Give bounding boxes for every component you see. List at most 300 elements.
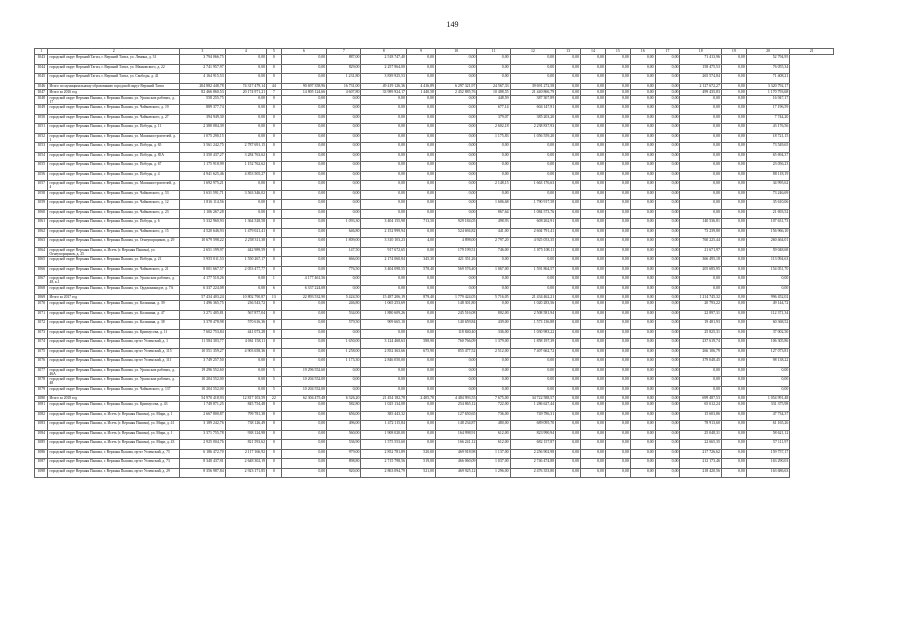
value-cell: 0,00 bbox=[556, 301, 581, 311]
value-cell: 0,00 bbox=[581, 396, 606, 402]
value-cell: 0,00 bbox=[655, 181, 680, 191]
value-cell: 25 048,31 bbox=[680, 430, 721, 440]
row-number: 1047 bbox=[35, 89, 48, 95]
table-row bbox=[35, 459, 834, 469]
value-cell: 0,00 bbox=[581, 386, 606, 396]
value-cell: 3 563 346,02 bbox=[225, 190, 266, 200]
value-cell: 0,00 bbox=[605, 257, 630, 267]
address-cell: городской округ Верхняя Пышма, г. Верхняя Пышма, ул. Чайковского, д. 21 bbox=[48, 266, 180, 276]
value-cell: 5 bbox=[267, 377, 282, 387]
table-row bbox=[35, 348, 834, 358]
value-cell: 0,00 bbox=[281, 133, 327, 143]
value-cell: 0,00 bbox=[556, 459, 581, 469]
value-cell: 0,00 bbox=[655, 152, 680, 162]
value-cell: 0 bbox=[267, 74, 282, 84]
value-cell: 0,00 bbox=[556, 320, 581, 330]
value-cell: 0,00 bbox=[581, 266, 606, 276]
value-cell: 148 234,87 bbox=[436, 421, 477, 431]
value-cell: 1 bbox=[267, 276, 282, 286]
value-cell: 0,00 bbox=[680, 285, 721, 295]
value-cell: 0,00 bbox=[655, 162, 680, 172]
value-cell: 2 238 837,93 bbox=[510, 124, 556, 134]
value-cell: 0,00 bbox=[655, 238, 680, 248]
value-cell: 0,00 bbox=[605, 339, 630, 349]
value-cell: 0,00 bbox=[361, 95, 407, 105]
value-cell: 0,00 bbox=[630, 396, 655, 402]
value-cell: 0,00 bbox=[721, 468, 746, 478]
value-cell: 569 576,40 bbox=[436, 266, 477, 276]
value-cell: 0,00 bbox=[510, 190, 556, 200]
value-cell: 0,00 bbox=[721, 190, 746, 200]
value-cell: 49 144,72 bbox=[746, 301, 790, 311]
value-cell: 4 164 915,53 bbox=[180, 74, 226, 84]
address-cell: городской округ Верхняя Пышма, г. Верхняя Пышма, ул. Победы, д. 21 bbox=[48, 257, 180, 267]
value-cell: 0,00 bbox=[556, 310, 581, 320]
address-cell: городской округ Верхний Тагил, г. Верхний Тагил, ул. Свободы, д. 41 bbox=[48, 74, 180, 84]
value-cell: 656,00 bbox=[327, 411, 361, 421]
value-cell: 0,00 bbox=[361, 143, 407, 153]
value-cell: 0,00 bbox=[746, 276, 790, 286]
value-cell: 0,00 bbox=[581, 228, 606, 238]
address-cell: городской округ Верхний Тагил, г. Верхний Тагил, ул. Ленина, д. 31 bbox=[48, 55, 180, 65]
table-row bbox=[35, 386, 834, 396]
value-cell: 0,00 bbox=[406, 329, 435, 339]
value-cell: 0,00 bbox=[281, 257, 327, 267]
value-cell: 0,00 bbox=[436, 200, 477, 210]
value-cell: 4 607,80 bbox=[327, 89, 361, 95]
value-cell: 1 440,58 bbox=[406, 89, 435, 95]
value-cell: 0,00 bbox=[556, 247, 581, 257]
value-cell: 2 256 902,98 bbox=[510, 449, 556, 459]
value-cell: 0 bbox=[267, 430, 282, 440]
value-cell: 0,00 bbox=[721, 95, 746, 105]
value-cell: 0,00 bbox=[655, 247, 680, 257]
value-cell: 1 175 918,99 bbox=[180, 162, 226, 172]
row-number: 1079 bbox=[35, 386, 48, 396]
value-cell: 57 111,97 bbox=[746, 440, 790, 450]
value-cell: 0,00 bbox=[630, 459, 655, 469]
value-cell: 0,00 bbox=[406, 190, 435, 200]
value-cell: 0,00 bbox=[630, 89, 655, 95]
value-cell: 0,00 bbox=[510, 143, 556, 153]
value-cell: 147,50 bbox=[327, 247, 361, 257]
table-row bbox=[35, 257, 834, 267]
value-cell: 441,00 bbox=[477, 228, 510, 238]
value-cell: 16 947,17 bbox=[746, 95, 790, 105]
table-row bbox=[35, 339, 834, 349]
value-cell: 0,00 bbox=[281, 209, 327, 219]
value-cell: 2 452 885,76 bbox=[436, 89, 477, 95]
value-cell: 0 bbox=[267, 348, 282, 358]
row-number: 1066 bbox=[35, 266, 48, 276]
value-cell: 6 186 472,70 bbox=[180, 449, 226, 459]
value-cell: 0,00 bbox=[281, 358, 327, 368]
value-cell: 0,00 bbox=[327, 95, 361, 105]
value-cell: 0,00 bbox=[746, 367, 790, 377]
value-cell: 0,00 bbox=[581, 430, 606, 440]
value-cell: 2 257 964,00 bbox=[361, 64, 407, 74]
value-cell: 0,00 bbox=[605, 74, 630, 84]
value-cell: 0,00 bbox=[605, 105, 630, 115]
value-cell: 2 667 800,87 bbox=[180, 411, 226, 421]
row-number: 1058 bbox=[35, 190, 48, 200]
value-cell: 0,00 bbox=[225, 55, 266, 65]
value-cell: 0,00 bbox=[281, 181, 327, 191]
value-cell: 0,00 bbox=[630, 133, 655, 143]
value-cell: 0,00 bbox=[556, 219, 581, 229]
value-cell: 0,00 bbox=[721, 181, 746, 191]
value-cell: 996 452,02 bbox=[746, 295, 790, 301]
value-cell: 1 550 267,17 bbox=[225, 257, 266, 267]
value-cell: 0,00 bbox=[556, 152, 581, 162]
value-cell: 0,00 bbox=[655, 83, 680, 89]
value-cell: 979,00 bbox=[327, 449, 361, 459]
value-cell: 0,00 bbox=[630, 295, 655, 301]
value-cell: 2 651 199,97 bbox=[180, 247, 226, 257]
value-cell: 0,00 bbox=[630, 276, 655, 286]
value-cell: 604 147,91 bbox=[510, 105, 556, 115]
value-cell: 0,00 bbox=[436, 152, 477, 162]
table-row bbox=[35, 200, 834, 210]
value-cell: 0,00 bbox=[436, 190, 477, 200]
value-cell: 0,00 bbox=[327, 171, 361, 181]
value-cell: 0,00 bbox=[477, 190, 510, 200]
value-cell: 5 332 960,93 bbox=[180, 219, 226, 229]
value-cell: 0,00 bbox=[406, 209, 435, 219]
value-cell: 22 bbox=[267, 396, 282, 402]
value-cell: 0,00 bbox=[436, 162, 477, 172]
address-cell: городской округ Верхняя Пышма, п. Исеть (г. Верхняя Пышма), ул. Огнеупорщиков, д. 25 bbox=[48, 247, 180, 257]
value-cell: 608 262,91 bbox=[510, 219, 556, 229]
value-cell: 0,00 bbox=[655, 276, 680, 286]
value-cell: 0,00 bbox=[406, 301, 435, 311]
value-cell: 0,00 bbox=[556, 329, 581, 339]
value-cell: 0,00 bbox=[605, 459, 630, 469]
header-cell: 19 bbox=[721, 49, 746, 55]
value-cell: 909 665,10 bbox=[361, 320, 407, 330]
value-cell: 0,00 bbox=[581, 219, 606, 229]
value-cell: 0,00 bbox=[225, 133, 266, 143]
value-cell: 0,00 bbox=[655, 459, 680, 469]
value-cell: 0,00 bbox=[510, 386, 556, 396]
table-row bbox=[35, 411, 834, 421]
value-cell: 0,00 bbox=[581, 74, 606, 84]
value-cell: 0,00 bbox=[406, 95, 435, 105]
address-cell: городской округ Верхняя Пышма, г. Верхняя Пышма, ул. Огнеупорщиков, д. 29 bbox=[48, 238, 180, 248]
value-cell: 0,00 bbox=[605, 348, 630, 358]
row-number: 1080 bbox=[35, 396, 48, 402]
value-cell: 0,00 bbox=[605, 386, 630, 396]
value-cell: 534,00 bbox=[327, 310, 361, 320]
value-cell: 0,00 bbox=[655, 74, 680, 84]
value-cell: 0,00 bbox=[630, 358, 655, 368]
value-cell: 0,00 bbox=[477, 276, 510, 286]
value-cell: 0,00 bbox=[556, 83, 581, 89]
value-cell: 845 754,48 bbox=[225, 402, 266, 412]
value-cell: 0 bbox=[267, 200, 282, 210]
value-cell: 0,00 bbox=[605, 162, 630, 172]
header-cell: 8 bbox=[361, 49, 407, 55]
page-number: 149 bbox=[446, 20, 459, 29]
value-cell: 0,00 bbox=[630, 411, 655, 421]
value-cell: 22 893 532,90 bbox=[281, 295, 327, 301]
address-cell: городской округ Верхняя Пышма, г. Верхняя Пышма, ул. Орджоникидзе, д. 7А bbox=[48, 285, 180, 295]
value-cell: 0,00 bbox=[406, 377, 435, 387]
row-number: 1087 bbox=[35, 459, 48, 469]
value-cell: 0,00 bbox=[581, 143, 606, 153]
value-cell: 345,30 bbox=[406, 257, 435, 267]
value-cell: 722,00 bbox=[477, 402, 510, 412]
value-cell: 0,00 bbox=[630, 430, 655, 440]
value-cell: 0,00 bbox=[581, 367, 606, 377]
row-number: 1074 bbox=[35, 339, 48, 349]
value-cell: 260 464,01 bbox=[746, 238, 790, 248]
value-cell: 0 bbox=[267, 329, 282, 339]
value-cell: 0,00 bbox=[581, 162, 606, 172]
address-cell: городской округ Верхняя Пышма, п. Исеть (г. Верхняя Пышма), ул. Мира, д. 1 bbox=[48, 411, 180, 421]
value-cell: 0,00 bbox=[477, 74, 510, 84]
value-cell: 0,00 bbox=[581, 320, 606, 330]
value-cell: 0,00 bbox=[581, 238, 606, 248]
value-cell: 20 174 971,21 bbox=[225, 89, 266, 95]
value-cell: 0,00 bbox=[406, 124, 435, 134]
value-cell: 4 898,00 bbox=[436, 238, 477, 248]
value-cell: 4 177 510,26 bbox=[180, 276, 226, 286]
value-cell: 0,00 bbox=[655, 449, 680, 459]
value-cell: 0,00 bbox=[281, 171, 327, 181]
value-cell: 646,80 bbox=[327, 228, 361, 238]
value-cell: 62 304 475,48 bbox=[281, 396, 327, 402]
value-cell: 0,00 bbox=[655, 133, 680, 143]
value-cell: 0,00 bbox=[605, 266, 630, 276]
value-cell: 938 124,98 bbox=[225, 430, 266, 440]
value-cell: 212 173,46 bbox=[680, 459, 721, 469]
value-cell: 612,00 bbox=[477, 440, 510, 450]
value-cell: 0,00 bbox=[556, 386, 581, 396]
value-cell: 2 746 474,88 bbox=[510, 459, 556, 469]
address-cell: городской округ Верхняя Пышма, г. Верхняя Пышма, ул. Чайковского, д. 15 bbox=[48, 228, 180, 238]
value-cell: 0 bbox=[267, 143, 282, 153]
row-number: 1055 bbox=[35, 162, 48, 172]
value-cell: 0 bbox=[267, 358, 282, 368]
value-cell: 6 337 224,08 bbox=[281, 285, 327, 295]
value-cell: 0 bbox=[267, 310, 282, 320]
value-cell: 0,00 bbox=[721, 209, 746, 219]
value-cell: 0,00 bbox=[605, 228, 630, 238]
value-cell: 0 bbox=[267, 440, 282, 450]
value-cell: 0,00 bbox=[510, 367, 556, 377]
value-cell: 254 865,12 bbox=[436, 402, 477, 412]
table-row bbox=[35, 209, 834, 219]
value-cell: 0,00 bbox=[655, 358, 680, 368]
table-row bbox=[35, 358, 834, 368]
value-cell: 0,00 bbox=[581, 105, 606, 115]
value-cell: 0,00 bbox=[605, 124, 630, 134]
value-cell: 0,00 bbox=[605, 295, 630, 301]
address-cell: городской округ Верхняя Пышма, г. Верхняя Пышма, ул. Победы, д. 6 bbox=[48, 219, 180, 229]
row-number: 1075 bbox=[35, 348, 48, 358]
value-cell: 0,00 bbox=[630, 257, 655, 267]
value-cell: 0,00 bbox=[581, 55, 606, 65]
row-number: 1060 bbox=[35, 209, 48, 219]
value-cell: 140 659,84 bbox=[436, 320, 477, 330]
value-cell: 236 543,72 bbox=[225, 301, 266, 311]
address-cell: городской округ Верхняя Пышма, г. Верхняя Пышма, пр-кт Успенский, д. 1 bbox=[48, 339, 180, 349]
value-cell: 1 075 108,11 bbox=[510, 247, 556, 257]
value-cell: 3 371 755,78 bbox=[180, 430, 226, 440]
value-cell: 1 025 134,08 bbox=[361, 402, 407, 412]
value-cell: 0,00 bbox=[721, 329, 746, 339]
address-cell: городской округ Верхняя Пышма, г. Верхняя Пышма, ул. Уральских рабочих, д. 48, к.1 bbox=[48, 276, 180, 286]
value-cell: 61 165,26 bbox=[746, 421, 790, 431]
value-cell: 4 941 625,46 bbox=[180, 171, 226, 181]
value-cell: 1 037,00 bbox=[477, 459, 510, 469]
value-cell: 0,00 bbox=[406, 310, 435, 320]
table-row bbox=[35, 162, 834, 172]
value-cell: 73 239,80 bbox=[680, 228, 721, 238]
value-cell: 0,00 bbox=[281, 440, 327, 450]
value-cell: 0,00 bbox=[556, 358, 581, 368]
value-cell: 0,00 bbox=[510, 64, 556, 74]
value-cell: 0,00 bbox=[605, 440, 630, 450]
value-cell: 0,00 bbox=[556, 228, 581, 238]
table-row bbox=[35, 55, 834, 65]
value-cell: 4 853 505,27 bbox=[225, 171, 266, 181]
value-cell: 0,00 bbox=[225, 124, 266, 134]
value-cell: 421 351,26 bbox=[436, 257, 477, 267]
table-row bbox=[35, 377, 834, 387]
value-cell: 10 204 552,00 bbox=[281, 377, 327, 387]
value-cell: 1 214 745,32 bbox=[680, 295, 721, 301]
value-cell: 3 189 242,76 bbox=[180, 421, 226, 431]
value-cell: 71 408,21 bbox=[746, 74, 790, 84]
value-cell: 0 bbox=[267, 459, 282, 469]
value-cell: 0,00 bbox=[605, 276, 630, 286]
value-cell: 0,00 bbox=[655, 396, 680, 402]
value-cell: 2 602,18 bbox=[477, 124, 510, 134]
value-cell: 0,00 bbox=[721, 285, 746, 295]
value-cell: 0,00 bbox=[655, 266, 680, 276]
value-cell: 0,00 bbox=[327, 367, 361, 377]
header-cell: 2 bbox=[48, 49, 180, 55]
value-cell: 0,00 bbox=[630, 55, 655, 65]
address-cell: городской округ Верхняя Пышма, г. Верхняя Пышма, ул. Победы, д. 67 bbox=[48, 162, 180, 172]
value-cell: 0,00 bbox=[581, 301, 606, 311]
value-cell: 0 bbox=[267, 219, 282, 229]
value-cell: 0,00 bbox=[406, 143, 435, 153]
value-cell: 0,00 bbox=[630, 105, 655, 115]
value-cell: 6 337 224,08 bbox=[180, 285, 226, 295]
value-cell: 10 679 598,22 bbox=[180, 238, 226, 248]
row-number: 1046 bbox=[35, 83, 48, 89]
value-cell: 0,00 bbox=[605, 143, 630, 153]
value-cell: 0,00 bbox=[680, 143, 721, 153]
value-cell: 0,00 bbox=[510, 152, 556, 162]
value-cell: 33 989 924,17 bbox=[361, 89, 407, 95]
value-cell: 0,00 bbox=[436, 143, 477, 153]
value-cell: 441 073,28 bbox=[225, 329, 266, 339]
value-cell: 0 bbox=[267, 190, 282, 200]
table-row bbox=[35, 64, 834, 74]
value-cell: 929 184,05 bbox=[436, 219, 477, 229]
value-cell: 0,00 bbox=[556, 295, 581, 301]
value-cell: 0,00 bbox=[225, 377, 266, 387]
value-cell: 0,00 bbox=[556, 190, 581, 200]
value-cell: 0,00 bbox=[327, 386, 361, 396]
table-row bbox=[35, 124, 834, 134]
value-cell: 385 443,32 bbox=[361, 411, 407, 421]
value-cell: 0,00 bbox=[721, 219, 746, 229]
value-cell: 0,00 bbox=[361, 152, 407, 162]
table-row bbox=[35, 143, 834, 153]
value-cell: 394 949,30 bbox=[180, 114, 226, 124]
value-cell: 0,00 bbox=[655, 320, 680, 330]
value-cell: 0,00 bbox=[327, 105, 361, 115]
value-cell: 204 882 448,78 bbox=[180, 83, 226, 89]
value-cell: 0,00 bbox=[581, 295, 606, 301]
value-cell: 0,00 bbox=[436, 95, 477, 105]
value-cell: 0,00 bbox=[581, 440, 606, 450]
value-cell: 1 106 267,28 bbox=[180, 209, 226, 219]
value-cell: 0,00 bbox=[406, 228, 435, 238]
address-cell: городской округ Верхняя Пышма, г. Верхняя Пышма, ул. Победы, д. 65 bbox=[48, 143, 180, 153]
value-cell: 675,90 bbox=[406, 348, 435, 358]
address-cell: городской округ Верхняя Пышма, г. Верхняя Пышма, ул. Машиностроителей, д. 1 bbox=[48, 133, 180, 143]
value-cell: 0,00 bbox=[581, 421, 606, 431]
value-cell: 0,00 bbox=[477, 152, 510, 162]
value-cell: 0,00 bbox=[630, 190, 655, 200]
table-row bbox=[35, 402, 834, 412]
value-cell: 0,00 bbox=[605, 358, 630, 368]
value-cell: 0,00 bbox=[655, 105, 680, 115]
value-cell: 0,00 bbox=[436, 181, 477, 191]
value-cell: 52 794,95 bbox=[746, 55, 790, 65]
value-cell: 0,00 bbox=[406, 200, 435, 210]
value-cell: 682 157,87 bbox=[510, 440, 556, 450]
value-cell: 802,00 bbox=[477, 310, 510, 320]
value-cell: 0,00 bbox=[721, 301, 746, 311]
value-cell: 0,00 bbox=[721, 89, 746, 95]
value-cell: 0,00 bbox=[327, 200, 361, 210]
value-cell: 0,00 bbox=[406, 133, 435, 143]
value-cell: 0,00 bbox=[630, 143, 655, 153]
value-cell: 579,50 bbox=[327, 320, 361, 330]
value-cell: 0,00 bbox=[556, 133, 581, 143]
value-cell: 65 612,24 bbox=[680, 402, 721, 412]
value-cell: 118 840,40 bbox=[436, 329, 477, 339]
value-cell: 0,00 bbox=[436, 124, 477, 134]
value-cell: 0,00 bbox=[721, 386, 746, 396]
value-cell: 1 056 559,20 bbox=[510, 133, 556, 143]
value-cell: 0,00 bbox=[436, 209, 477, 219]
value-cell: 496,00 bbox=[327, 421, 361, 431]
value-cell: 15 603,86 bbox=[680, 411, 721, 421]
value-cell: 19 481,93 bbox=[680, 320, 721, 330]
value-cell: 0,00 bbox=[436, 377, 477, 387]
value-cell: 3 378 478,98 bbox=[180, 320, 226, 330]
value-cell: 0 bbox=[267, 266, 282, 276]
value-cell: 34 722 588,57 bbox=[510, 396, 556, 402]
address-cell: городской округ Верхняя Пышма, г. Верхняя Пышма, пр-кт Успенский, д. 73 bbox=[48, 459, 180, 469]
value-cell: 59 048,68 bbox=[746, 247, 790, 257]
row-number: 1083 bbox=[35, 421, 48, 431]
row-number: 1073 bbox=[35, 329, 48, 339]
value-cell: 0,00 bbox=[281, 105, 327, 115]
value-cell: 0 bbox=[267, 421, 282, 431]
value-cell: 2 518 747,40 bbox=[361, 55, 407, 65]
value-cell: 0,00 bbox=[281, 449, 327, 459]
value-cell: 21 454 182,78 bbox=[361, 396, 407, 402]
